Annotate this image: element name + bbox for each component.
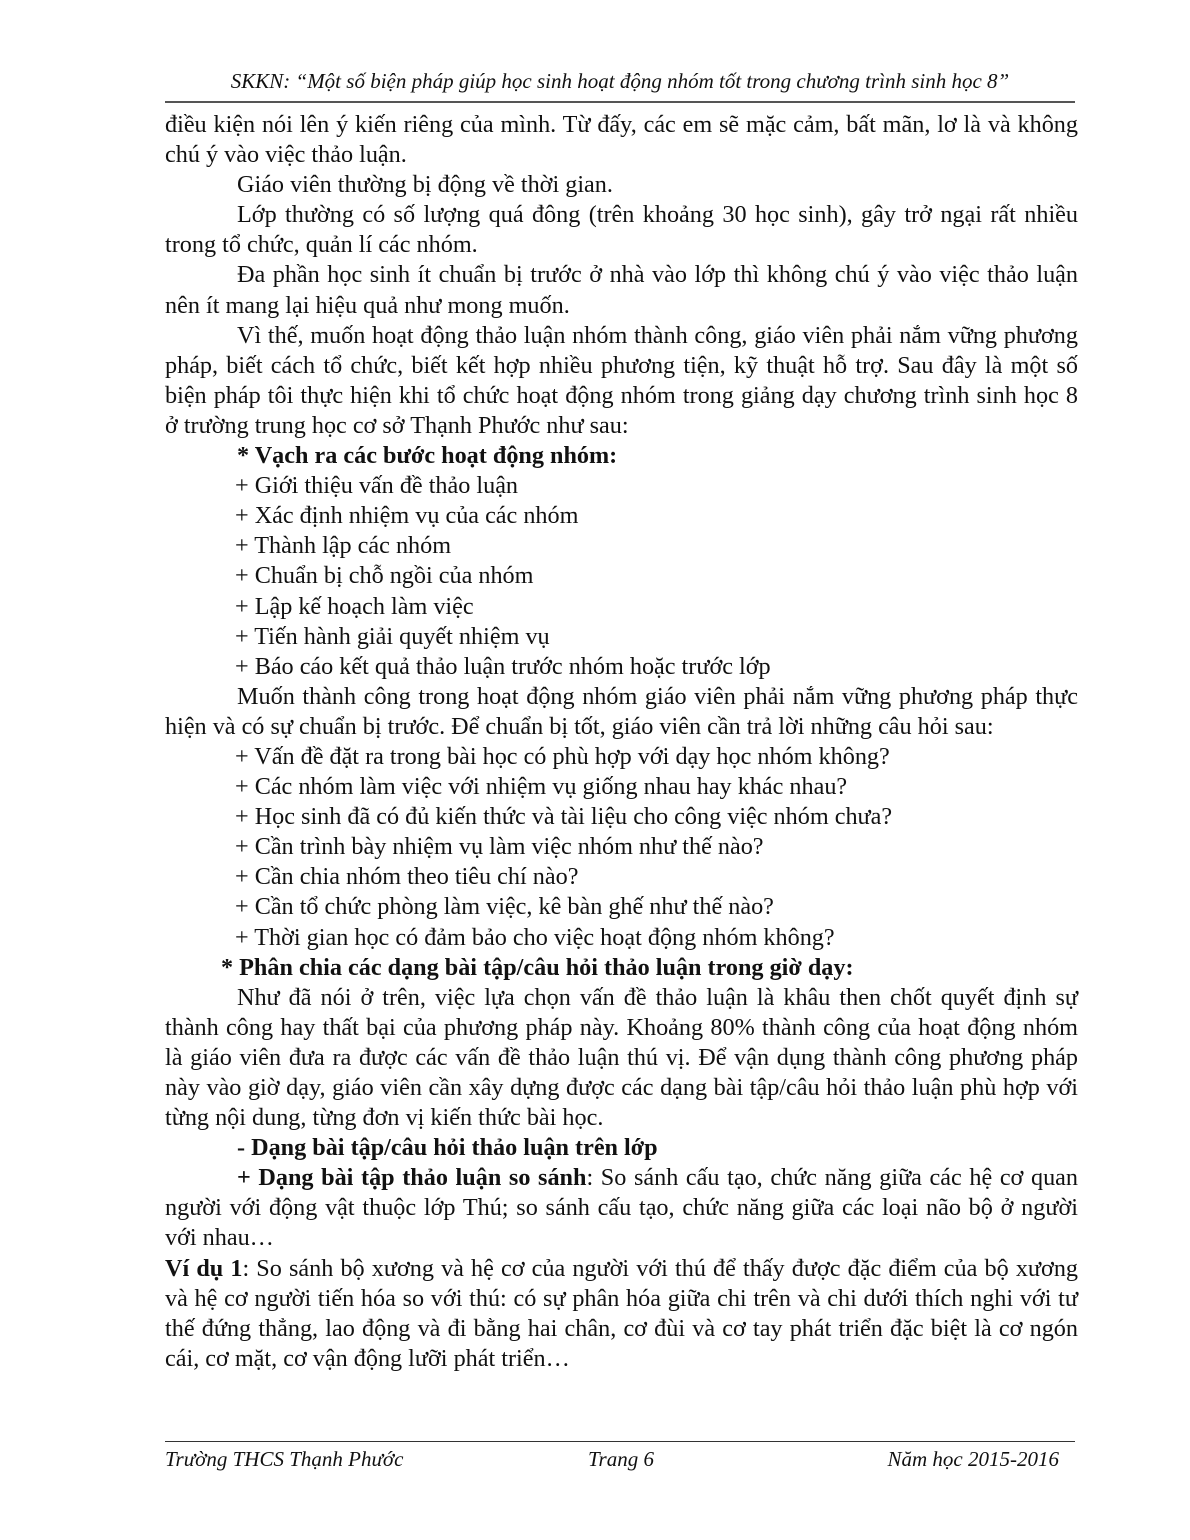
paragraph: Như đã nói ở trên, việc lựa chọn vấn đề thảo luận là khâu then chốt quyết định sự thành công hay thất bại của phương pháp này. Khoảng 80% thành công của hoạt động nhóm là giáo viên đưa ra được các vấn đề thảo luận thú vị. Để vận dụng thành công phương pháp này vào giờ dạy, giáo viên cần xây dựng được các dạng bài tập/câu hỏi thảo luận phù hợp với từng nội dung, từng đơn vị kiến thức bài học. xyxy=(165,983,1078,1132)
footer-school: Trường THCS Thạnh Phước xyxy=(165,1447,404,1471)
list-item: + Cần trình bày nhiệm vụ làm việc nhóm như thế nào? xyxy=(235,833,764,861)
footer-page-number: Trang 6 xyxy=(588,1447,654,1471)
list-item: + Cần chia nhóm theo tiêu chí nào? xyxy=(235,863,579,891)
paragraph: Vì thế, muốn hoạt động thảo luận nhóm thành công, giáo viên phải nắm vững phương pháp, biết cách tổ chức, biết kết hợp nhiều phương tiện, kỹ thuật hỗ trợ. Sau đây là một số biện pháp tôi thực hiện khi tổ chức hoạt động nhóm trong giảng dạy chương trình sinh học 8 ở trường trung học cơ sở Thạnh Phước như sau: xyxy=(165,321,1078,439)
list-item: + Tiến hành giải quyết nhiệm vụ xyxy=(235,622,550,650)
header-divider xyxy=(165,101,1075,103)
page-footer xyxy=(165,1444,1075,1474)
list-item: + Giới thiệu vấn đề thảo luận xyxy=(235,472,519,500)
example-label: Ví dụ 1 xyxy=(165,1254,243,1282)
subheading-in-class: - Dạng bài tập/câu hỏi thảo luận trên lớp xyxy=(237,1134,658,1162)
list-item: + Báo cáo kết quả thảo luận trước nhóm hoặc trước lớp xyxy=(235,652,771,680)
compare-label: + Dạng bài tập thảo luận so sánh xyxy=(237,1164,587,1192)
section-heading-types: * Phân chia các dạng bài tập/câu hỏi thảo luận trong giờ dạy: xyxy=(221,953,854,981)
list-item: + Thời gian học có đảm bảo cho việc hoạt động nhóm không? xyxy=(235,923,835,951)
paragraph: Giáo viên thường bị động về thời gian. xyxy=(237,171,613,199)
list-item: + Học sinh đã có đủ kiến thức và tài liệu cho công việc nhóm chưa? xyxy=(235,803,893,831)
section-heading-steps: * Vạch ra các bước hoạt động nhóm: xyxy=(237,442,618,470)
list-item: + Xác định nhiệm vụ của các nhóm xyxy=(235,502,579,530)
page-header-title: SKKN: “Một số biện pháp giúp học sinh hoạt động nhóm tốt trong chương trình sinh học 8” xyxy=(230,69,1010,93)
paragraph: Muốn thành công trong hoạt động nhóm giáo viên phải nắm vững phương pháp thực hiện và có sự chuẩn bị trước. Để chuẩn bị tốt, giáo viên cần trả lời những câu hỏi sau: xyxy=(165,682,1078,740)
paragraph: Đa phần học sinh ít chuẩn bị trước ở nhà vào lớp thì không chú ý vào việc thảo luận nên ít mang lại hiệu quả như mong muốn. xyxy=(165,261,1078,319)
example-text: : So sánh bộ xương và hệ cơ của người với thú để thấy được đặc điểm của bộ xương và hệ cơ người tiến hóa so với thú: có sự phân hóa giữa chi trên và chi dưới thích nghi với tư thế đứng thẳng, lao động và đi bằng hai chân, cơ đùi và cơ tay phát triển đặc biệt là cơ ngón cái, cơ mặt, cơ vận động lưỡi phát triển… xyxy=(165,1254,1079,1372)
document-body xyxy=(165,110,1078,1374)
paragraph: điều kiện nói lên ý kiến riêng của mình. Từ đấy, các em sẽ mặc cảm, bất mãn, lơ là và không chú ý vào việc thảo luận. xyxy=(165,111,1078,169)
compare-text: : So sánh cấu tạo, chức năng giữa các hệ cơ quan người với động vật thuộc lớp Thú; so sánh cấu tạo, chức năng giữa các loại não bộ ở người với nhau… xyxy=(165,1164,1078,1252)
list-item: + Lập kế hoạch làm việc xyxy=(235,592,474,620)
paragraph-example xyxy=(165,1254,1078,1374)
footer-school-year: Năm học 2015-2016 xyxy=(887,1447,1059,1471)
list-item: + Các nhóm làm việc với nhiệm vụ giống nhau hay khác nhau? xyxy=(235,773,848,801)
list-item: + Vấn đề đặt ra trong bài học có phù hợp với dạy học nhóm không? xyxy=(235,742,890,770)
list-item: + Cần tổ chức phòng làm việc, kê bàn ghế như thế nào? xyxy=(235,893,774,921)
list-item: + Thành lập các nhóm xyxy=(235,532,452,560)
footer-divider xyxy=(165,1441,1075,1442)
list-item: + Chuẩn bị chỗ ngồi của nhóm xyxy=(235,562,534,590)
paragraph: Lớp thường có số lượng quá đông (trên khoảng 30 học sinh), gây trở ngại rất nhiều trong tổ chức, quản lí các nhóm. xyxy=(165,201,1078,259)
paragraph-compare xyxy=(165,1163,1078,1253)
